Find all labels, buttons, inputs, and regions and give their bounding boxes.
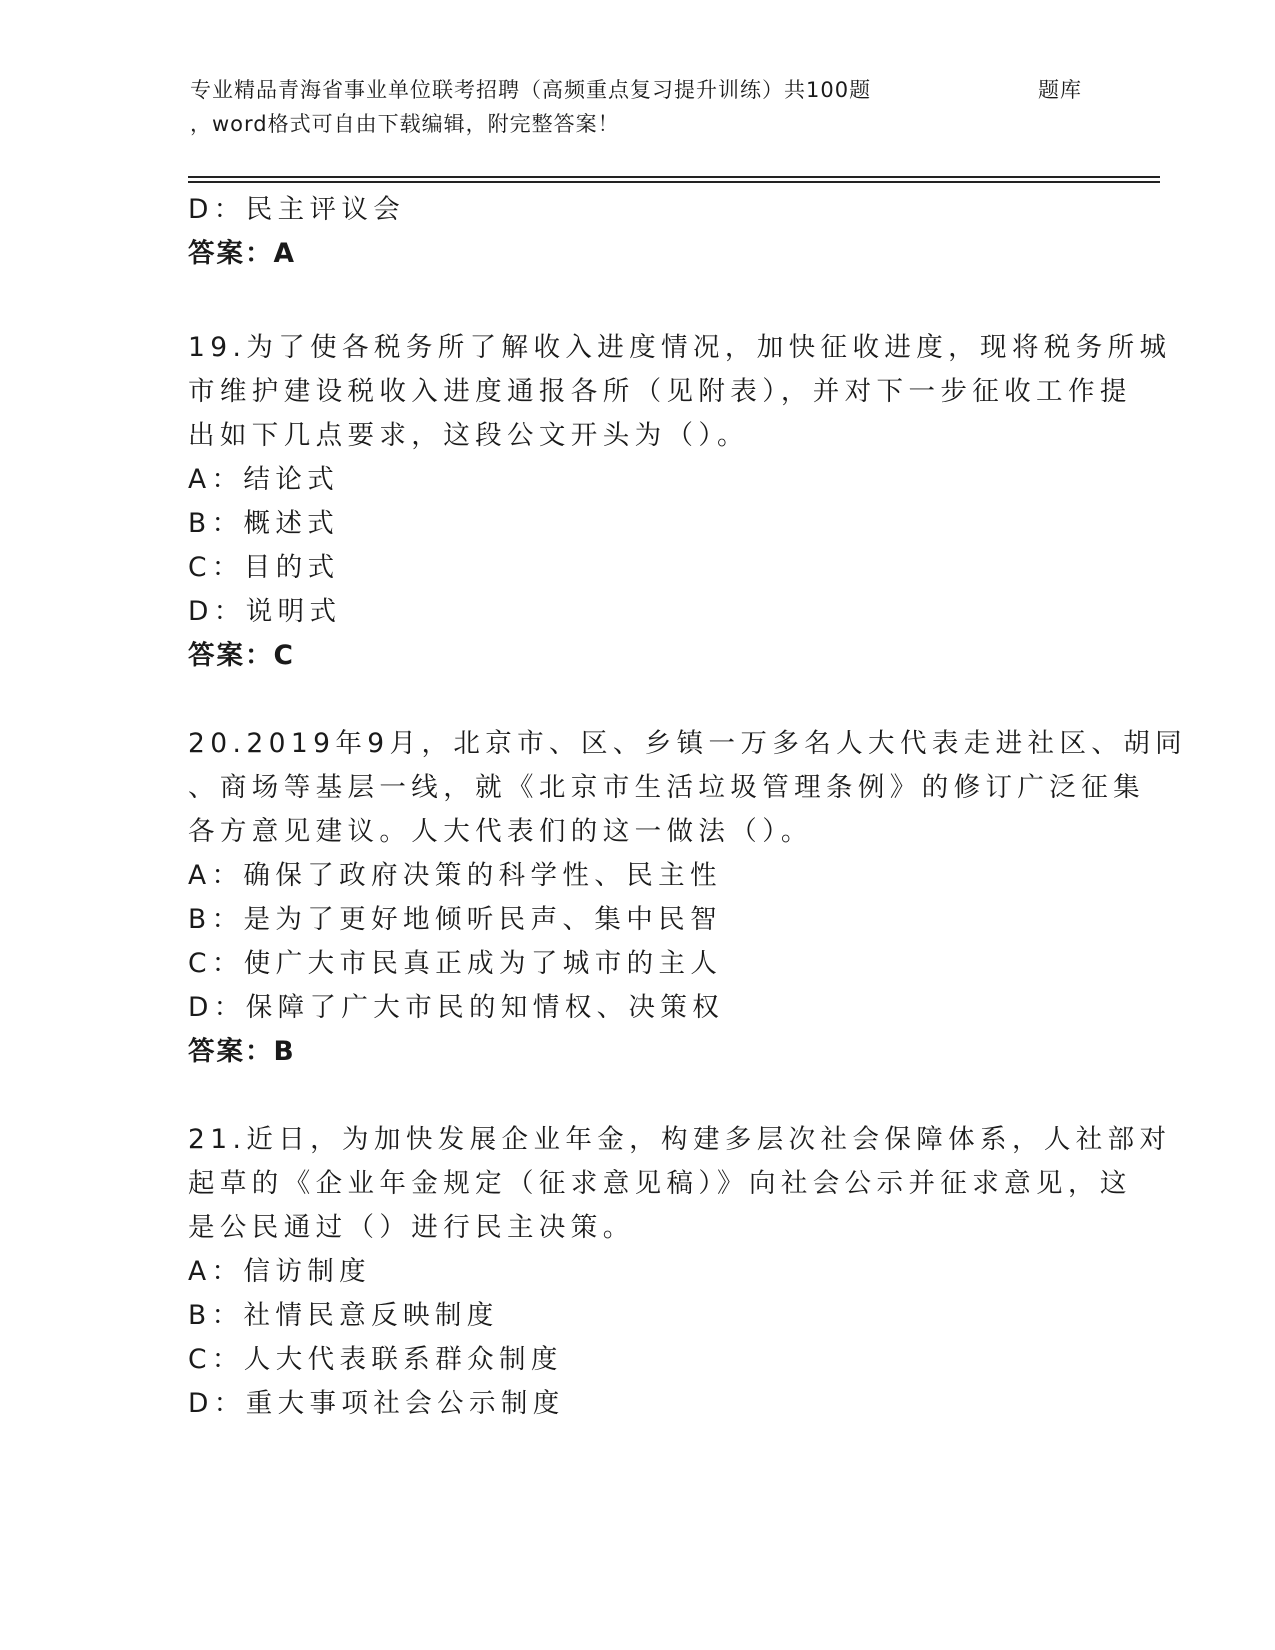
header-title-line-2: ，word格式可自由下载编辑，附完整答案！ [190,112,620,136]
prev-answer: 答案：A [188,238,297,269]
q20-option-d: D：保障了广大市民的知情权、决策权 [188,992,725,1023]
q19-stem-line-1: 19.为了使各税务所了解收入进度情况，加快征收进度，现将税务所城 [188,332,1172,363]
q19-option-b: B：概述式 [188,508,340,539]
q19-option-a: A：结论式 [188,464,340,495]
header-title-line-1: 专业精品青海省事业单位联考招聘（高频重点复习提升训练）共100题 [190,78,872,102]
q19-stem-line-3: 出如下几点要求，这段公文开头为（）。 [188,420,749,451]
q21-option-a: A：信访制度 [188,1256,372,1287]
q20-answer: 答案：B [188,1036,296,1067]
q19-option-d: D：说明式 [188,596,342,627]
q20-stem-line-3: 各方意见建议。人大代表们的这一做法（）。 [188,816,813,847]
q21-stem-line-3: 是公民通过（）进行民主决策。 [188,1212,635,1243]
prev-option-d: D：民主评议会 [188,194,406,225]
q21-stem-line-2: 起草的《企业年金规定（征求意见稿）》向社会公示并征求意见，这 [188,1168,1132,1199]
q20-option-a: A：确保了政府决策的科学性、民主性 [188,860,722,891]
q21-option-d: D：重大事项社会公示制度 [188,1388,565,1419]
header-right-label: 题库 [1038,78,1082,102]
q20-option-c: C：使广大市民真正成为了城市的主人 [188,948,723,979]
q19-stem-line-2: 市维护建设税收入进度通报各所（见附表），并对下一步征收工作提 [188,376,1132,407]
q20-option-b: B：是为了更好地倾听民声、集中民智 [188,904,722,935]
q20-stem-line-2: 、商场等基层一线，就《北京市生活垃圾管理条例》的修订广泛征集 [188,772,1145,803]
header-rule-top [188,176,1160,178]
q19-option-c: C：目的式 [188,552,340,583]
q20-stem-line-1: 20.2019年9月，北京市、区、乡镇一万多名人大代表走进社区、胡同 [188,728,1188,759]
q21-stem-line-1: 21.近日，为加快发展企业年金，构建多层次社会保障体系，人社部对 [188,1124,1172,1155]
q19-answer: 答案：C [188,640,295,671]
q21-option-c: C：人大代表联系群众制度 [188,1344,563,1375]
q21-option-b: B：社情民意反映制度 [188,1300,499,1331]
header-rule-bottom [188,181,1160,183]
